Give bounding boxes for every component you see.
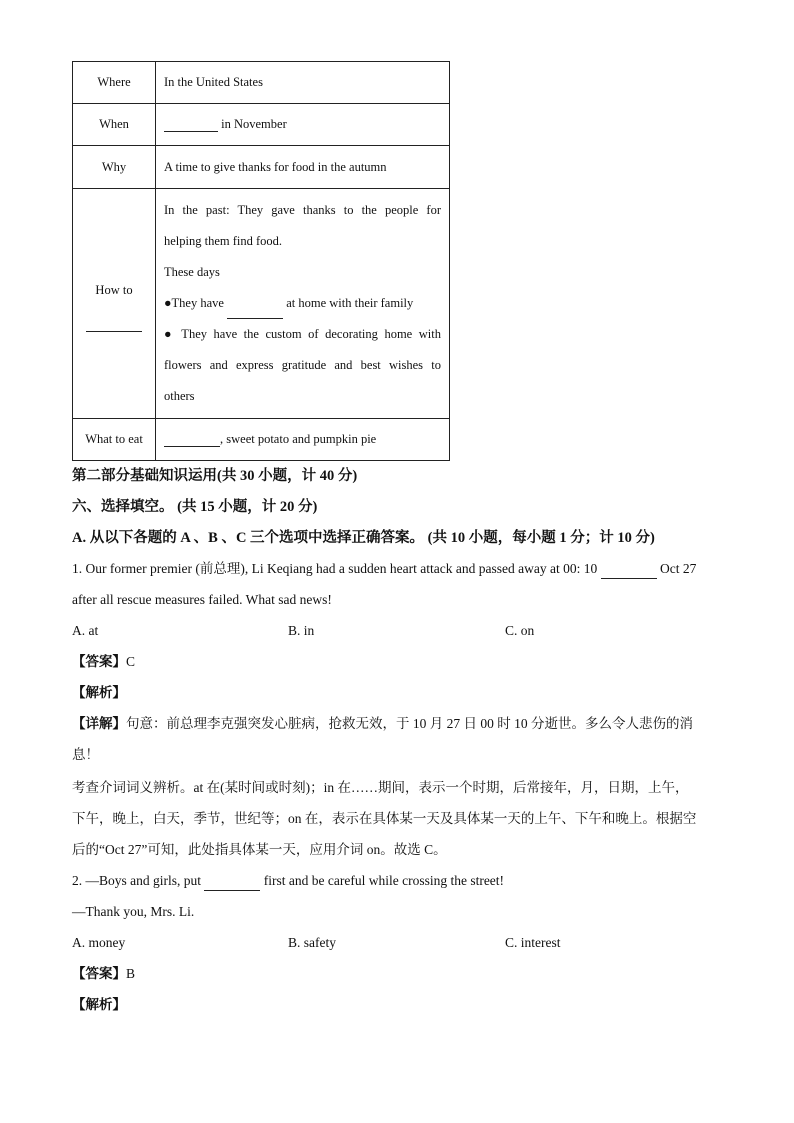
sectionA-title: A. 从以下各题的 A 、B 、C 三个选项中选择正确答案。 (共 10 小题，每小题 1 分；计 10 分) [72, 530, 655, 546]
q2-option-a[interactable]: A. money [72, 935, 126, 950]
q2-option-b[interactable]: B. safety [288, 935, 336, 950]
q1-stem-line1: 1. Our former premier (前总理), Li Keqiang had a sudden heart attack and passed away at 00: 10 Oct 27 [72, 559, 696, 579]
holiday-info-table [72, 61, 450, 461]
q1-explain-line2: 下午，晚上，白天，季节，世纪等；on 在，表示在具体某一天及具体某一天的上午、下午和晚上。根据空 [72, 811, 697, 826]
answer-blank[interactable] [164, 117, 218, 132]
row-value-when: in November [156, 104, 450, 146]
q2-answer: 【答案】B [72, 966, 136, 981]
answer-blank[interactable] [86, 317, 142, 332]
q2-stem-line1: 2. —Boys and girls, put first and be careful while crossing the street! [72, 871, 504, 891]
table-row [73, 62, 450, 104]
row-label-where: Where [73, 62, 156, 104]
q1-option-b[interactable]: B. in [288, 623, 315, 638]
row-label-why: Why [73, 146, 156, 189]
row-value-what-to-eat: , sweet potato and pumpkin pie [156, 419, 450, 461]
q1-explain-line1: 考查介词词义辨析。at 在(某时间或时刻)；in 在……期间，表示一个时期，后常接年，月，日期，上午， [72, 780, 689, 795]
q2-stem-line2: —Thank you, Mrs. Li. [72, 904, 195, 919]
q2-option-c[interactable]: C. interest [505, 935, 561, 950]
row-value-why: A time to give thanks for food in the autumn [156, 146, 450, 189]
row-value-where: In the United States [156, 62, 450, 104]
q1-explain-line3: 后的“Oct 27”可知，此处指具体某一天，应用介词 on。故选 C。 [72, 842, 447, 857]
answer-blank[interactable] [164, 432, 220, 447]
table-row [73, 104, 450, 146]
row-label-when: When [73, 104, 156, 146]
table-row [73, 189, 450, 419]
row-label-how-to: How to [73, 189, 156, 419]
q1-answer: 【答案】C [72, 654, 136, 669]
row-value-how-to: In the past: They gave thanks to the people for helping them find food. These days ●They have at home with their family ● They have the custom of decorating home with flowers and express gratitude and best wishes to others [156, 189, 450, 419]
q1-option-a[interactable]: A. at [72, 623, 99, 638]
section6-title: 六、选择填空。 (共 15 小题，计 20 分) [72, 499, 318, 515]
answer-blank[interactable] [227, 304, 283, 319]
part2-title: 第二部分基础知识运用(共 30 小题，计 40 分) [72, 468, 358, 484]
q1-analysis-tag: 【解析】 [72, 685, 126, 700]
q1-detail-line2: 息！ [72, 747, 99, 762]
q2-analysis-tag: 【解析】 [72, 997, 126, 1012]
q1-option-c[interactable]: C. on [505, 623, 535, 638]
row-label-what-to-eat: What to eat [73, 419, 156, 461]
q1-stem-line2: after all rescue measures failed. What sad news! [72, 592, 332, 607]
table-row [73, 419, 450, 461]
answer-blank[interactable] [601, 564, 657, 579]
answer-blank[interactable] [204, 876, 260, 891]
q1-detail-line1: 【详解】句意：前总理李克强突发心脏病，抢救无效，于 10 月 27 日 00 时 10 分逝世。多么令人悲伤的消 [72, 716, 693, 731]
table-row [73, 146, 450, 189]
